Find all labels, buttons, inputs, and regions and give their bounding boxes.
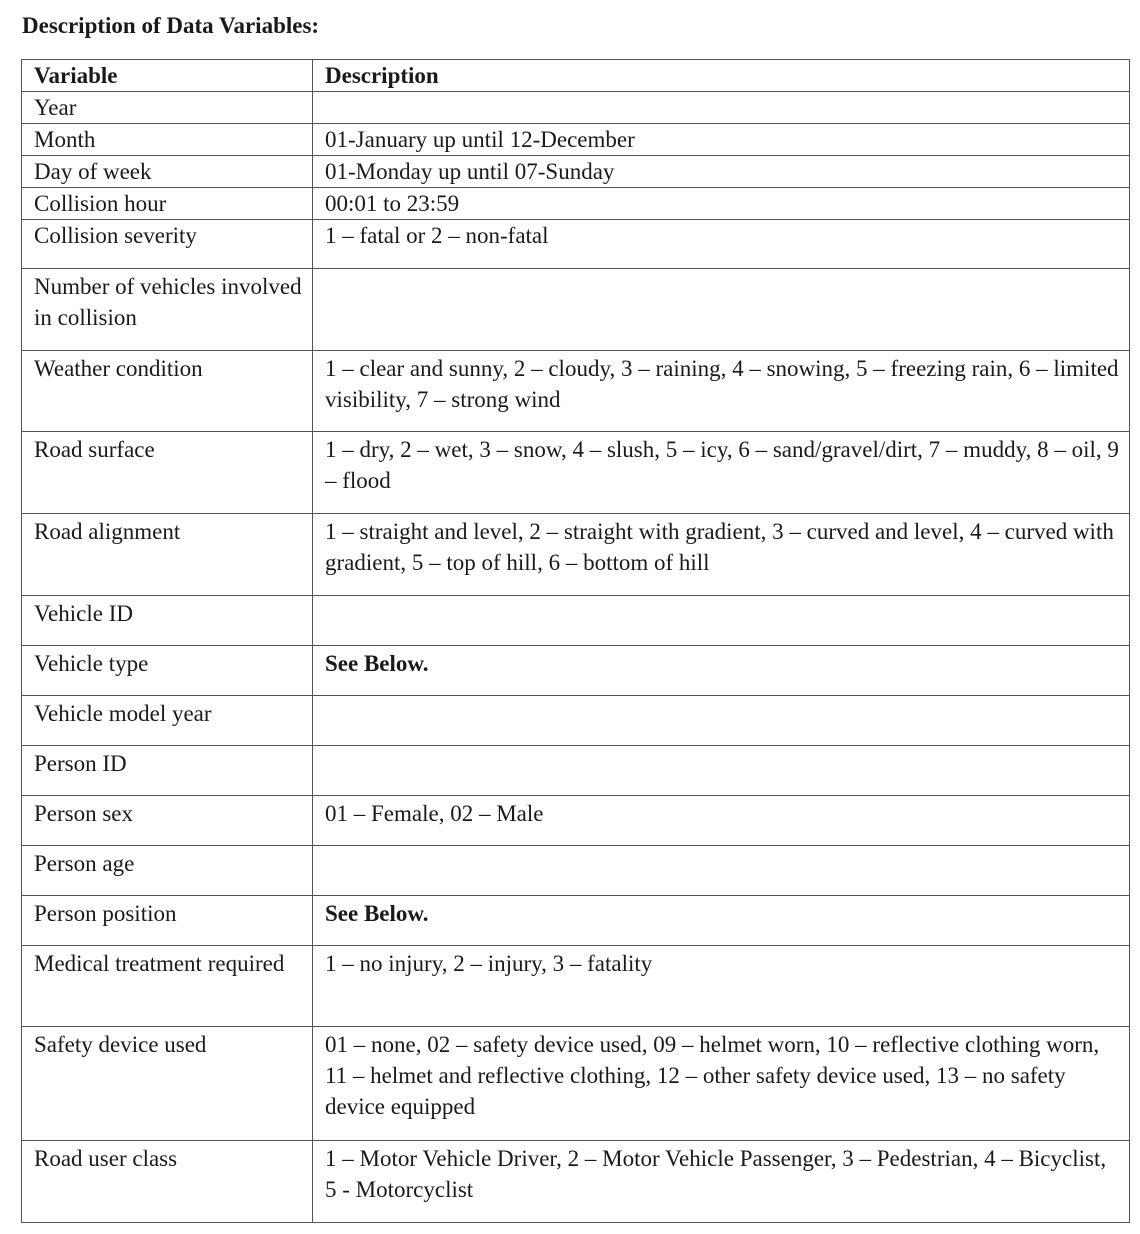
table-row bbox=[22, 846, 1130, 896]
table-row bbox=[22, 514, 1130, 596]
description-cell: 01-Monday up until 07-Sunday bbox=[313, 156, 1130, 188]
description-cell: 1 – no injury, 2 – injury, 3 – fatality bbox=[313, 946, 1130, 1027]
description-cell: 1 – clear and sunny, 2 – cloudy, 3 – raining, 4 – snowing, 5 – freezing rain, 6 – limited visibility, 7 – strong wind bbox=[313, 351, 1130, 432]
variable-cell: Person sex bbox=[22, 796, 313, 846]
description-cell: 01-January up until 12-December bbox=[313, 124, 1130, 156]
description-cell bbox=[313, 596, 1130, 646]
description-cell bbox=[313, 846, 1130, 896]
description-cell bbox=[313, 92, 1130, 124]
description-cell bbox=[313, 696, 1130, 746]
description-cell: 01 – Female, 02 – Male bbox=[313, 796, 1130, 846]
description-cell: 1 – fatal or 2 – non-fatal bbox=[313, 220, 1130, 269]
variable-cell: Vehicle ID bbox=[22, 596, 313, 646]
table-row bbox=[22, 351, 1130, 432]
description-cell bbox=[313, 746, 1130, 796]
table-row bbox=[22, 1027, 1130, 1141]
description-cell: 00:01 to 23:59 bbox=[313, 188, 1130, 220]
description-cell: See Below. bbox=[313, 646, 1130, 696]
variable-cell: Road surface bbox=[22, 432, 313, 514]
variable-cell: Number of vehicles involved in collision bbox=[22, 269, 313, 351]
table-row bbox=[22, 124, 1130, 156]
variable-cell: Person age bbox=[22, 846, 313, 896]
table-row bbox=[22, 746, 1130, 796]
description-cell: See Below. bbox=[313, 896, 1130, 946]
description-cell: 1 – straight and level, 2 – straight with gradient, 3 – curved and level, 4 – curved with gradient, 5 – top of hill, 6 – bottom of hill bbox=[313, 514, 1130, 596]
table-row bbox=[22, 896, 1130, 946]
table-row bbox=[22, 596, 1130, 646]
variable-cell: Medical treatment required bbox=[22, 946, 313, 1027]
table-row bbox=[22, 156, 1130, 188]
variable-cell: Person ID bbox=[22, 746, 313, 796]
table-row bbox=[22, 220, 1130, 269]
column-header-description: Description bbox=[313, 60, 1130, 92]
variable-cell: Vehicle model year bbox=[22, 696, 313, 746]
table-row bbox=[22, 432, 1130, 514]
variable-cell: Road alignment bbox=[22, 514, 313, 596]
table-header-row bbox=[22, 60, 1130, 92]
variable-cell: Weather condition bbox=[22, 351, 313, 432]
description-cell: 01 – none, 02 – safety device used, 09 – helmet worn, 10 – reflective clothing worn, 11 – helmet and reflective clothing, 12 – other safety device used, 13 – no safety device equipped bbox=[313, 1027, 1130, 1141]
variable-cell: Year bbox=[22, 92, 313, 124]
variable-cell: Road user class bbox=[22, 1141, 313, 1223]
table-row bbox=[22, 1141, 1130, 1223]
variable-cell: Collision severity bbox=[22, 220, 313, 269]
column-header-variable: Variable bbox=[22, 60, 313, 92]
variable-cell: Person position bbox=[22, 896, 313, 946]
table-row bbox=[22, 269, 1130, 351]
variable-cell: Day of week bbox=[22, 156, 313, 188]
table-row bbox=[22, 92, 1130, 124]
table-row bbox=[22, 188, 1130, 220]
variables-table bbox=[21, 59, 1130, 1223]
description-cell: 1 – Motor Vehicle Driver, 2 – Motor Vehicle Passenger, 3 – Pedestrian, 4 – Bicyclist, 5 - Motorcyclist bbox=[313, 1141, 1130, 1223]
table-row bbox=[22, 796, 1130, 846]
table-row bbox=[22, 696, 1130, 746]
variable-cell: Vehicle type bbox=[22, 646, 313, 696]
variable-cell: Safety device used bbox=[22, 1027, 313, 1141]
variable-cell: Collision hour bbox=[22, 188, 313, 220]
variable-cell: Month bbox=[22, 124, 313, 156]
table-row bbox=[22, 646, 1130, 696]
document-title: Description of Data Variables: bbox=[22, 13, 320, 38]
description-cell bbox=[313, 269, 1130, 351]
description-cell: 1 – dry, 2 – wet, 3 – snow, 4 – slush, 5 – icy, 6 – sand/gravel/dirt, 7 – muddy, 8 – oil, 9 – flood bbox=[313, 432, 1130, 514]
table-row bbox=[22, 946, 1130, 1027]
